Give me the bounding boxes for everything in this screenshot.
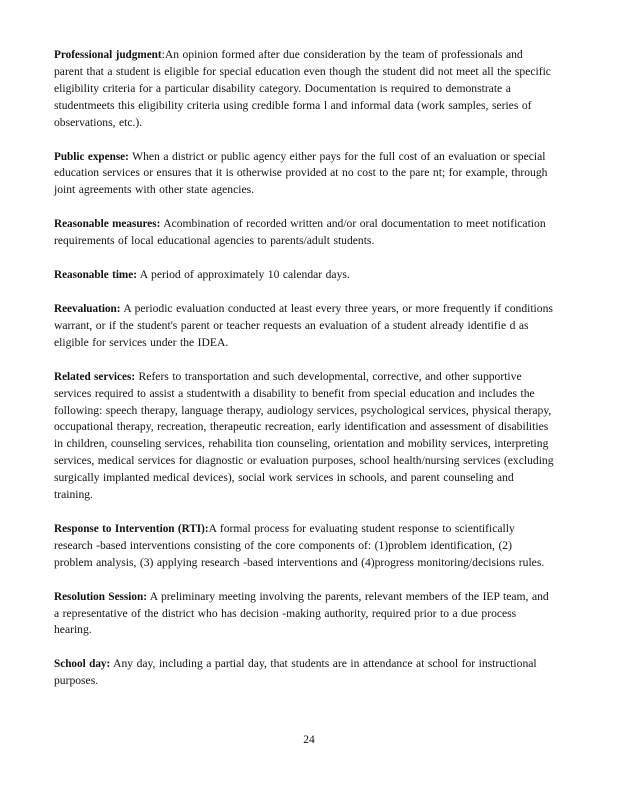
- term-definition: A periodic evaluation conducted at least every three years, or more frequently if conditions warrant, or if the student's parent or teacher requests an evaluation of a student already identifie d as eligible for services under the IDEA.: [54, 301, 553, 349]
- term-definition: A period of approximately 10 calendar days.: [136, 268, 350, 282]
- entry-reasonable-time: [54, 267, 554, 284]
- term-label: Public expense:: [54, 150, 129, 163]
- entry-professional-judgment: [54, 47, 554, 132]
- page-number: 24: [303, 734, 315, 746]
- entry-reevaluation: [54, 301, 554, 352]
- term-definition: Any day, including a partial day, that students are in attendance at school for instructional purposes.: [54, 657, 537, 688]
- glossary-section: [54, 47, 554, 707]
- term-label: Reasonable time:: [54, 269, 137, 282]
- term-definition: A formal process for evaluating student response to scientifically research -based interventions consisting of the core components of: (1)problem identification, (2) problem analysis, (3) applying research -based interventions and (4)progress monitoring/decisions rules.: [54, 521, 545, 569]
- term-definition: A preliminary meeting involving the parents, relevant members of the IEP team, and a representative of the district who has decision -making authority, required prior to a due process hearing.: [54, 589, 549, 637]
- term-label: Response to Intervention (RTI):: [54, 522, 209, 535]
- term-definition: :An opinion formed after due consideration by the team of professionals and parent that a student is eligible for special education even though the student did not meet all the specific eligibility criteria for a particular disability category. Documentation is required to demonstrate a studentmeets this eligibility criteria using credible forma l and informal data (work samples, series of observations, etc.).: [54, 48, 551, 129]
- term-definition: When a district or public agency either pays for the full cost of an evaluation or special education services or ensures that it is otherwise provided at no cost to the pare nt; for example, through joint agreements with other state agencies.: [54, 149, 548, 197]
- term-definition: Acombination of recorded written and/or oral documentation to meet notification requirements of local educational agencies to parents/adult students.: [54, 217, 546, 248]
- entry-resolution-session: [54, 589, 554, 640]
- entry-public-expense: [54, 149, 554, 200]
- term-label: School day:: [54, 658, 111, 671]
- term-label: Professional judgment: [54, 49, 162, 61]
- term-label: Resolution Session:: [54, 590, 147, 603]
- entry-reasonable-measures: [54, 216, 554, 250]
- entry-response-to-intervention: [54, 521, 554, 572]
- term-label: Reasonable measures:: [54, 218, 161, 231]
- entry-school-day: [54, 656, 554, 690]
- term-label: Reevaluation:: [54, 302, 121, 315]
- term-definition: Refers to transportation and such developmental, corrective, and other supportive services required to assist a studentwith a disability to benefit from special education and includes the following: speech therapy, language therapy, audiology services, psychological services, physical therapy, occupational therapy, recreation, therapeutic recreation, early identification and assessment of disabilities in children, counseling services, rehabilita tion counseling, orientation and mobility services, interpreting services, medical services for diagnostic or evaluation purposes, school health/nursing services (excluding surgically implanted medical devices), social work services in schools, and parent counseling and training.: [54, 369, 554, 502]
- entry-related-services: [54, 369, 554, 504]
- term-label: Related services:: [54, 370, 136, 383]
